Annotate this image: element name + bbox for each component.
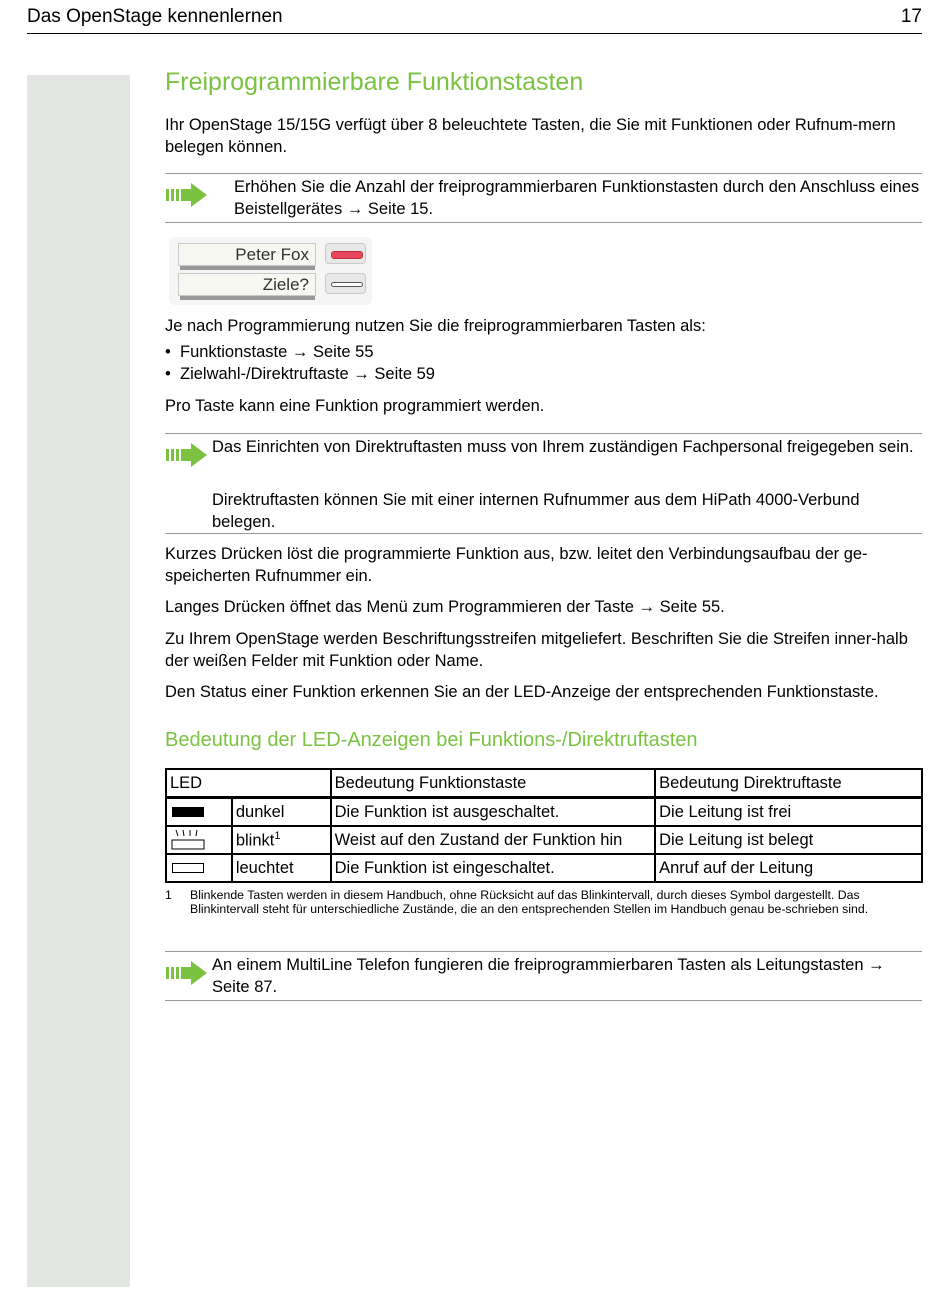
note-text-1: Erhöhen Sie die Anzahl der freiprogrammierbaren Funktionstasten durch den Anschluss eines Beistellgerätes → Seite 15. — [234, 178, 920, 218]
function-key-1[interactable] — [325, 243, 366, 264]
page-number: 17 — [900, 6, 922, 27]
direct-meaning: Die Leitung ist frei — [655, 798, 922, 827]
subsection-title: Bedeutung der LED-Anzeigen bei Funktions-/Direktruftasten — [165, 729, 698, 751]
led-off-icon — [331, 282, 363, 287]
led-blink-icon — [170, 829, 206, 851]
function-meaning: Die Funktion ist eingeschaltet. — [331, 854, 656, 882]
column-header-direct: Bedeutung Direktruftaste — [655, 769, 922, 798]
sidebar-column — [27, 75, 130, 1287]
note-text-2a: Das Einrichten von Direktruftasten muss von Ihrem zuständigen Fachpersonal freigegeben sein. — [212, 438, 914, 456]
per-key-paragraph: Pro Taste kann eine Funktion programmiert werden. — [165, 397, 545, 415]
usage-intro: Je nach Programmierung nutzen Sie die freiprogrammierbaren Tasten als: — [165, 317, 706, 335]
paragraph-label-strips: Zu Ihrem OpenStage werden Beschriftungsstreifen mitgeliefert. Beschriften Sie die Streifen inner-halb der weißen Felder mit Funktion oder Name. — [165, 630, 908, 670]
table-row — [166, 854, 922, 882]
footnote-text: Blinkende Tasten werden in diesem Handbuch, ohne Rücksicht auf das Blinkintervall, durch dieses Symbol dargestellt. Das Blinkintervall steht für unterschiedliche Zustände, die an den entsprechenden Stellen im Handbuch genau be-schrieben sind. — [190, 888, 869, 916]
table-row — [166, 798, 922, 827]
key-label-1: Peter Fox — [178, 243, 316, 266]
function-keys-image — [165, 235, 375, 307]
usage-list — [165, 341, 922, 385]
column-header-function: Bedeutung Funktionstaste — [331, 769, 656, 798]
column-header-led: LED — [166, 769, 331, 798]
paragraph-short-press: Kurzes Drücken löst die programmierte Funktion aus, bzw. leitet den Verbindungsaufbau der ge-speicherten Rufnummer ein. — [165, 545, 868, 585]
list-item: • Funktionstaste → Seite 55 — [165, 341, 922, 363]
list-item: • Zielwahl-/Direktruftaste → Seite 59 — [165, 363, 922, 385]
direct-meaning: Die Leitung ist belegt — [655, 826, 922, 854]
key-label-2: Ziele? — [178, 273, 316, 296]
direct-meaning: Anruf auf der Leitung — [655, 854, 922, 882]
paragraph-status: Den Status einer Funktion erkennen Sie an der LED-Anzeige der entsprechenden Funktionstaste. — [165, 683, 879, 701]
led-on-icon — [331, 251, 363, 259]
led-light-icon — [172, 863, 204, 873]
function-meaning: Weist auf den Zustand der Funktion hin — [331, 826, 656, 854]
led-state: blinkt — [235, 831, 275, 850]
led-state-cell — [232, 826, 331, 854]
function-key-2[interactable] — [325, 273, 366, 294]
note-text-2b: Direktruftasten können Sie mit einer internen Rufnummer aus dem HiPath 4000-Verbund belegen. — [212, 491, 860, 531]
footnote-ref: 1 — [274, 829, 281, 842]
table-header-row — [166, 769, 922, 798]
note-text-3: An einem MultiLine Telefon fungieren die freiprogrammierbaren Tasten als Leitungstasten → Seite 87. — [212, 956, 885, 996]
footnote-number: 1 — [165, 888, 172, 902]
note-box-3 — [165, 951, 922, 1001]
led-dark-icon — [172, 807, 204, 817]
paragraph-long-press: Langes Drücken öffnet das Menü zum Programmieren der Taste → Seite 55. — [165, 598, 725, 616]
led-state: dunkel — [232, 798, 331, 827]
note-box-2 — [165, 433, 922, 534]
led-state: leuchtet — [232, 854, 331, 882]
note-box-1 — [165, 173, 922, 223]
arrow-right-icon — [165, 442, 209, 468]
section-title: Freiprogrammierbare Funktionstasten — [165, 68, 584, 96]
arrow-right-icon — [165, 182, 209, 208]
table-row — [166, 826, 922, 854]
led-table — [165, 768, 923, 883]
function-meaning: Die Funktion ist ausgeschaltet. — [331, 798, 656, 827]
page-header — [27, 6, 922, 34]
intro-paragraph: Ihr OpenStage 15/15G verfügt über 8 beleuchtete Tasten, die Sie mit Funktionen oder Rufnum-mern belegen können. — [165, 116, 896, 156]
chapter-title: Das OpenStage kennenlernen — [27, 6, 283, 27]
arrow-right-icon — [165, 960, 209, 986]
